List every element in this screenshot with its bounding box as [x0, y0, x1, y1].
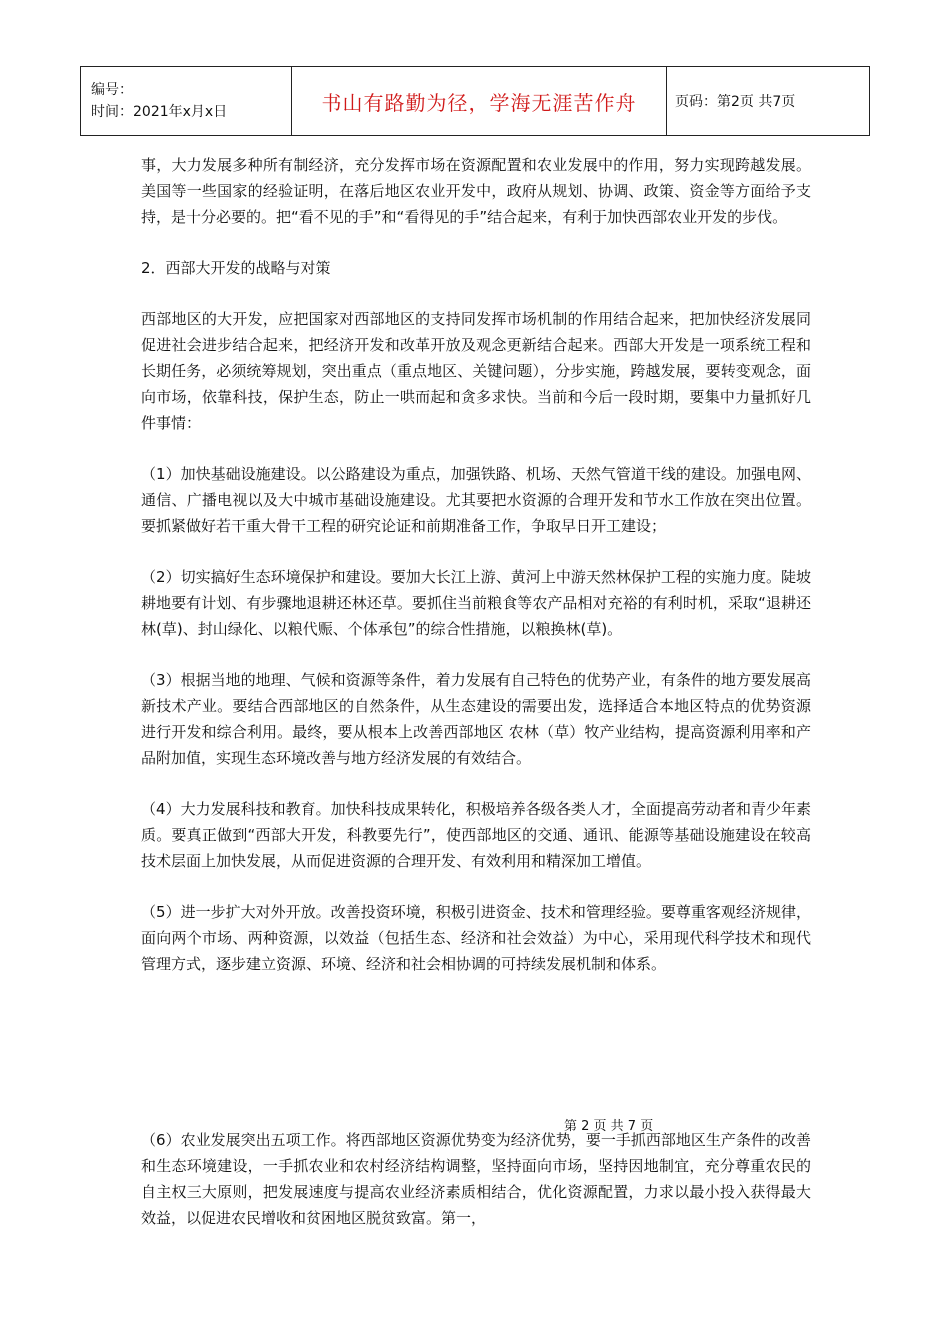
header-table — [80, 66, 870, 136]
header-page-code-cell — [667, 67, 870, 136]
header-left-cell — [81, 67, 292, 136]
section-heading: 2．西部大开发的战略与对策 — [141, 259, 331, 277]
paragraph: （1）加快基础设施建设。以公路建设为重点，加强铁路、机场、天然气管道干线的建设。加强电网、通信、广播电视以及大中城市基础设施建设。尤其要把水资源的合理开发和节水工作放在突出位置。要抓紧做好若干重大骨干工程的研究论证和前期准备工作，争取早日开工建设； — [141, 465, 811, 535]
header-motto-cell — [292, 67, 667, 136]
time-label: 时间：2021年x月x日 — [91, 104, 228, 120]
serial-number-label: 编号： — [91, 82, 133, 98]
paragraph: （3）根据当地的地理、气候和资源等条件，着力发展有自己特色的优势产业，有条件的地方要发展高新技术产业。要结合西部地区的自然条件，从生态建设的需要出发，选择适合本地区特点的优势资源进行开发和综合利用。最终，要从根本上改善西部地区 农林（草）牧产业结构，提高资源利用率和产品附加值，实现生态环境改善与地方经济发展的有效结合。 — [141, 671, 811, 767]
paragraph: （2）切实搞好生态环境保护和建设。要加大长江上游、黄河上中游天然林保护工程的实施力度。陡坡耕地要有计划、有步骤地退耕还林还草。要抓住当前粮食等农产品相对充裕的有利时机，采取“退耕还林(草)、封山绿化、以粮代赈、个体承包”的综合性措施，以粮换林(草)。 — [141, 568, 811, 638]
paragraph: 西部地区的大开发，应把国家对西部地区的支持同发挥市场机制的作用结合起来，把加快经济发展同促进社会进步结合起来，把经济开发和改革开放及观念更新结合起来。西部大开发是一项系统工程和长期任务，必须统筹规划，突出重点（重点地区、关键问题），分步实施，跨越发展，要转变观念，面向市场，依靠科技，保护生态，防止一哄而起和贪多求快。当前和今后一段时期，要集中力量抓好几件事情： — [141, 310, 811, 432]
paragraph: （5）进一步扩大对外开放。改善投资环境，积极引进资金、技术和管理经验。要尊重客观经济规律，面向两个市场、两种资源，以效益（包括生态、经济和社会效益）为中心，采用现代科学技术和现代管理方式，逐步建立资源、环境、经济和社会相协调的可持续发展机制和体系。 — [141, 903, 811, 973]
document-body — [141, 152, 811, 1002]
paragraph: （4）大力发展科技和教育。加快科技成果转化，积极培养各级各类人才，全面提高劳动者和青少年素质。要真正做到“西部大开发，科教要先行”，使西部地区的交通、通讯、能源等基础设施建设在较高技术层面上加快发展，从而促进资源的合理开发、有效利用和精深加工增值。 — [141, 800, 811, 870]
paragraph: 事，大力发展多种所有制经济，充分发挥市场在资源配置和农业发展中的作用，努力实现跨越发展。美国等一些国家的经验证明，在落后地区农业开发中，政府从规划、协调、政策、资金等方面给予支持，是十分必要的。把“看不见的手”和“看得见的手”结合起来，有利于加快西部农业开发的步伐。 — [141, 156, 811, 226]
footer-page-number: 第 2 页 共 7 页 — [564, 1119, 654, 1134]
paragraph: （6）农业发展突出五项工作。将西部地区资源优势变为经济优势，要一手抓西部地区生产条件的改善和生态环境建设，一手抓农业和农村经济结构调整，坚持面向市场，坚持因地制宜，充分尊重农民的自主权三大原则，把发展速度与提高农业经济素质相结合，优化资源配置，力求以最小投入获得最大效益，以促进农民增收和贫困地区脱贫致富。第一， — [141, 1131, 811, 1227]
page-code: 页码：第2页 共7页 — [675, 94, 796, 110]
motto-text: 书山有路勤为径，学海无涯苦作舟 — [321, 90, 637, 115]
